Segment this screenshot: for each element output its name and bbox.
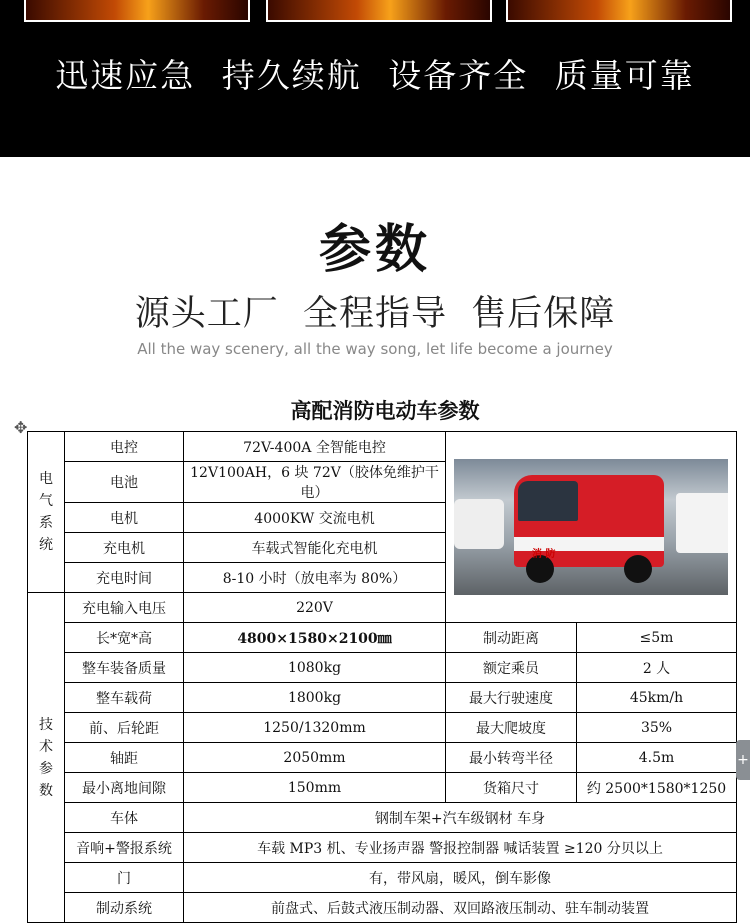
slogan: 质量可靠 — [554, 56, 695, 95]
row-value: 约 2500*1580*1250 — [577, 773, 737, 803]
table-title: 高配消防电动车参数 — [290, 398, 480, 423]
row-label: 制动系统 — [65, 893, 184, 923]
table-row — [28, 432, 737, 462]
truck-wheel — [624, 555, 652, 583]
table-row — [28, 743, 737, 773]
row-value: 钢制车架+汽车级钢材 车身 — [184, 803, 737, 833]
move-handle-icon[interactable]: ✥ — [14, 418, 28, 437]
fire-photo-right — [506, 0, 732, 22]
fire-photo-center — [266, 0, 492, 22]
slogan: 设备齐全 — [388, 56, 529, 95]
row-label: 最小转弯半径 — [446, 743, 577, 773]
table-row — [28, 683, 737, 713]
row-label: 充电机 — [65, 533, 184, 563]
table-row — [28, 713, 737, 743]
table-row — [28, 773, 737, 803]
row-value: 35% — [577, 713, 737, 743]
row-value: 150mm — [184, 773, 446, 803]
group-label-tech: 技 术 参 数 — [28, 593, 65, 923]
row-value: 4.5m — [577, 743, 737, 773]
row-label: 轴距 — [65, 743, 184, 773]
section-tagline: All the way scenery, all the way song, let life become a journey — [137, 340, 613, 358]
parked-cart — [454, 499, 504, 549]
table-row — [28, 623, 737, 653]
top-banner — [0, 0, 750, 157]
fire-photo-left — [24, 0, 250, 22]
table-row — [28, 653, 737, 683]
row-value: 有，带风扇，暖风，倒车影像 — [184, 863, 737, 893]
row-label: 前、后轮距 — [65, 713, 184, 743]
row-value: 2 人 — [577, 653, 737, 683]
truck-windshield — [518, 481, 578, 521]
row-value: 车载式智能化充电机 — [184, 533, 446, 563]
slogan: 迅速应急 — [55, 56, 196, 95]
section-heading: 参数 — [318, 220, 431, 280]
row-value: 4800×1580×2100㎜ — [184, 623, 446, 653]
table-row — [28, 893, 737, 923]
plus-icon: + — [737, 752, 749, 768]
slogan: 持久续航 — [221, 56, 362, 95]
row-label: 充电时间 — [65, 563, 184, 593]
row-label: 门 — [65, 863, 184, 893]
expand-tab[interactable] — [736, 740, 750, 780]
row-label: 最大爬坡度 — [446, 713, 577, 743]
row-label: 整车装备质量 — [65, 653, 184, 683]
slogan-row — [0, 50, 750, 97]
row-value: 1250/1320mm — [184, 713, 446, 743]
table-row — [28, 863, 737, 893]
row-label: 音响+警报系统 — [65, 833, 184, 863]
row-label: 电机 — [65, 503, 184, 533]
row-value: 12V100AH，6 块 72V（胶体免维护干电） — [184, 462, 446, 503]
row-label: 电控 — [65, 432, 184, 462]
row-label: 充电输入电压 — [65, 593, 184, 623]
table-row — [28, 803, 737, 833]
fire-truck-image — [454, 459, 728, 595]
row-value: 2050mm — [184, 743, 446, 773]
row-value: 220V — [184, 593, 446, 623]
vehicle-image-cell — [446, 432, 737, 623]
row-label: 最大行驶速度 — [446, 683, 577, 713]
row-value: 72V-400A 全智能电控 — [184, 432, 446, 462]
row-value: 车载 MP3 机、专业扬声器 警报控制器 喊话装置 ≥120 分贝以上 — [184, 833, 737, 863]
row-value: 45km/h — [577, 683, 737, 713]
row-label: 整车载荷 — [65, 683, 184, 713]
row-label: 额定乘员 — [446, 653, 577, 683]
section-subheading: 源头工厂 全程指导 售后保障 — [134, 294, 616, 334]
row-value: ≤5m — [577, 623, 737, 653]
row-label: 制动距离 — [446, 623, 577, 653]
group-label-electric: 电 气 系 统 — [28, 432, 65, 593]
row-label: 电池 — [65, 462, 184, 503]
row-value: 8-10 小时（放电率为 80%） — [184, 563, 446, 593]
row-value: 4000KW 交流电机 — [184, 503, 446, 533]
row-label: 最小离地间隙 — [65, 773, 184, 803]
table-row — [28, 833, 737, 863]
row-label: 货箱尺寸 — [446, 773, 577, 803]
row-value: 1800kg — [184, 683, 446, 713]
truck-lettering: 消 防 — [532, 549, 556, 560]
row-value: 1080kg — [184, 653, 446, 683]
row-label: 长*宽*高 — [65, 623, 184, 653]
row-value: 前盘式、后鼓式液压制动器、双回路液压制动、驻车制动装置 — [184, 893, 737, 923]
spec-table — [27, 431, 737, 923]
row-label: 车体 — [65, 803, 184, 833]
parked-cart — [676, 493, 728, 553]
